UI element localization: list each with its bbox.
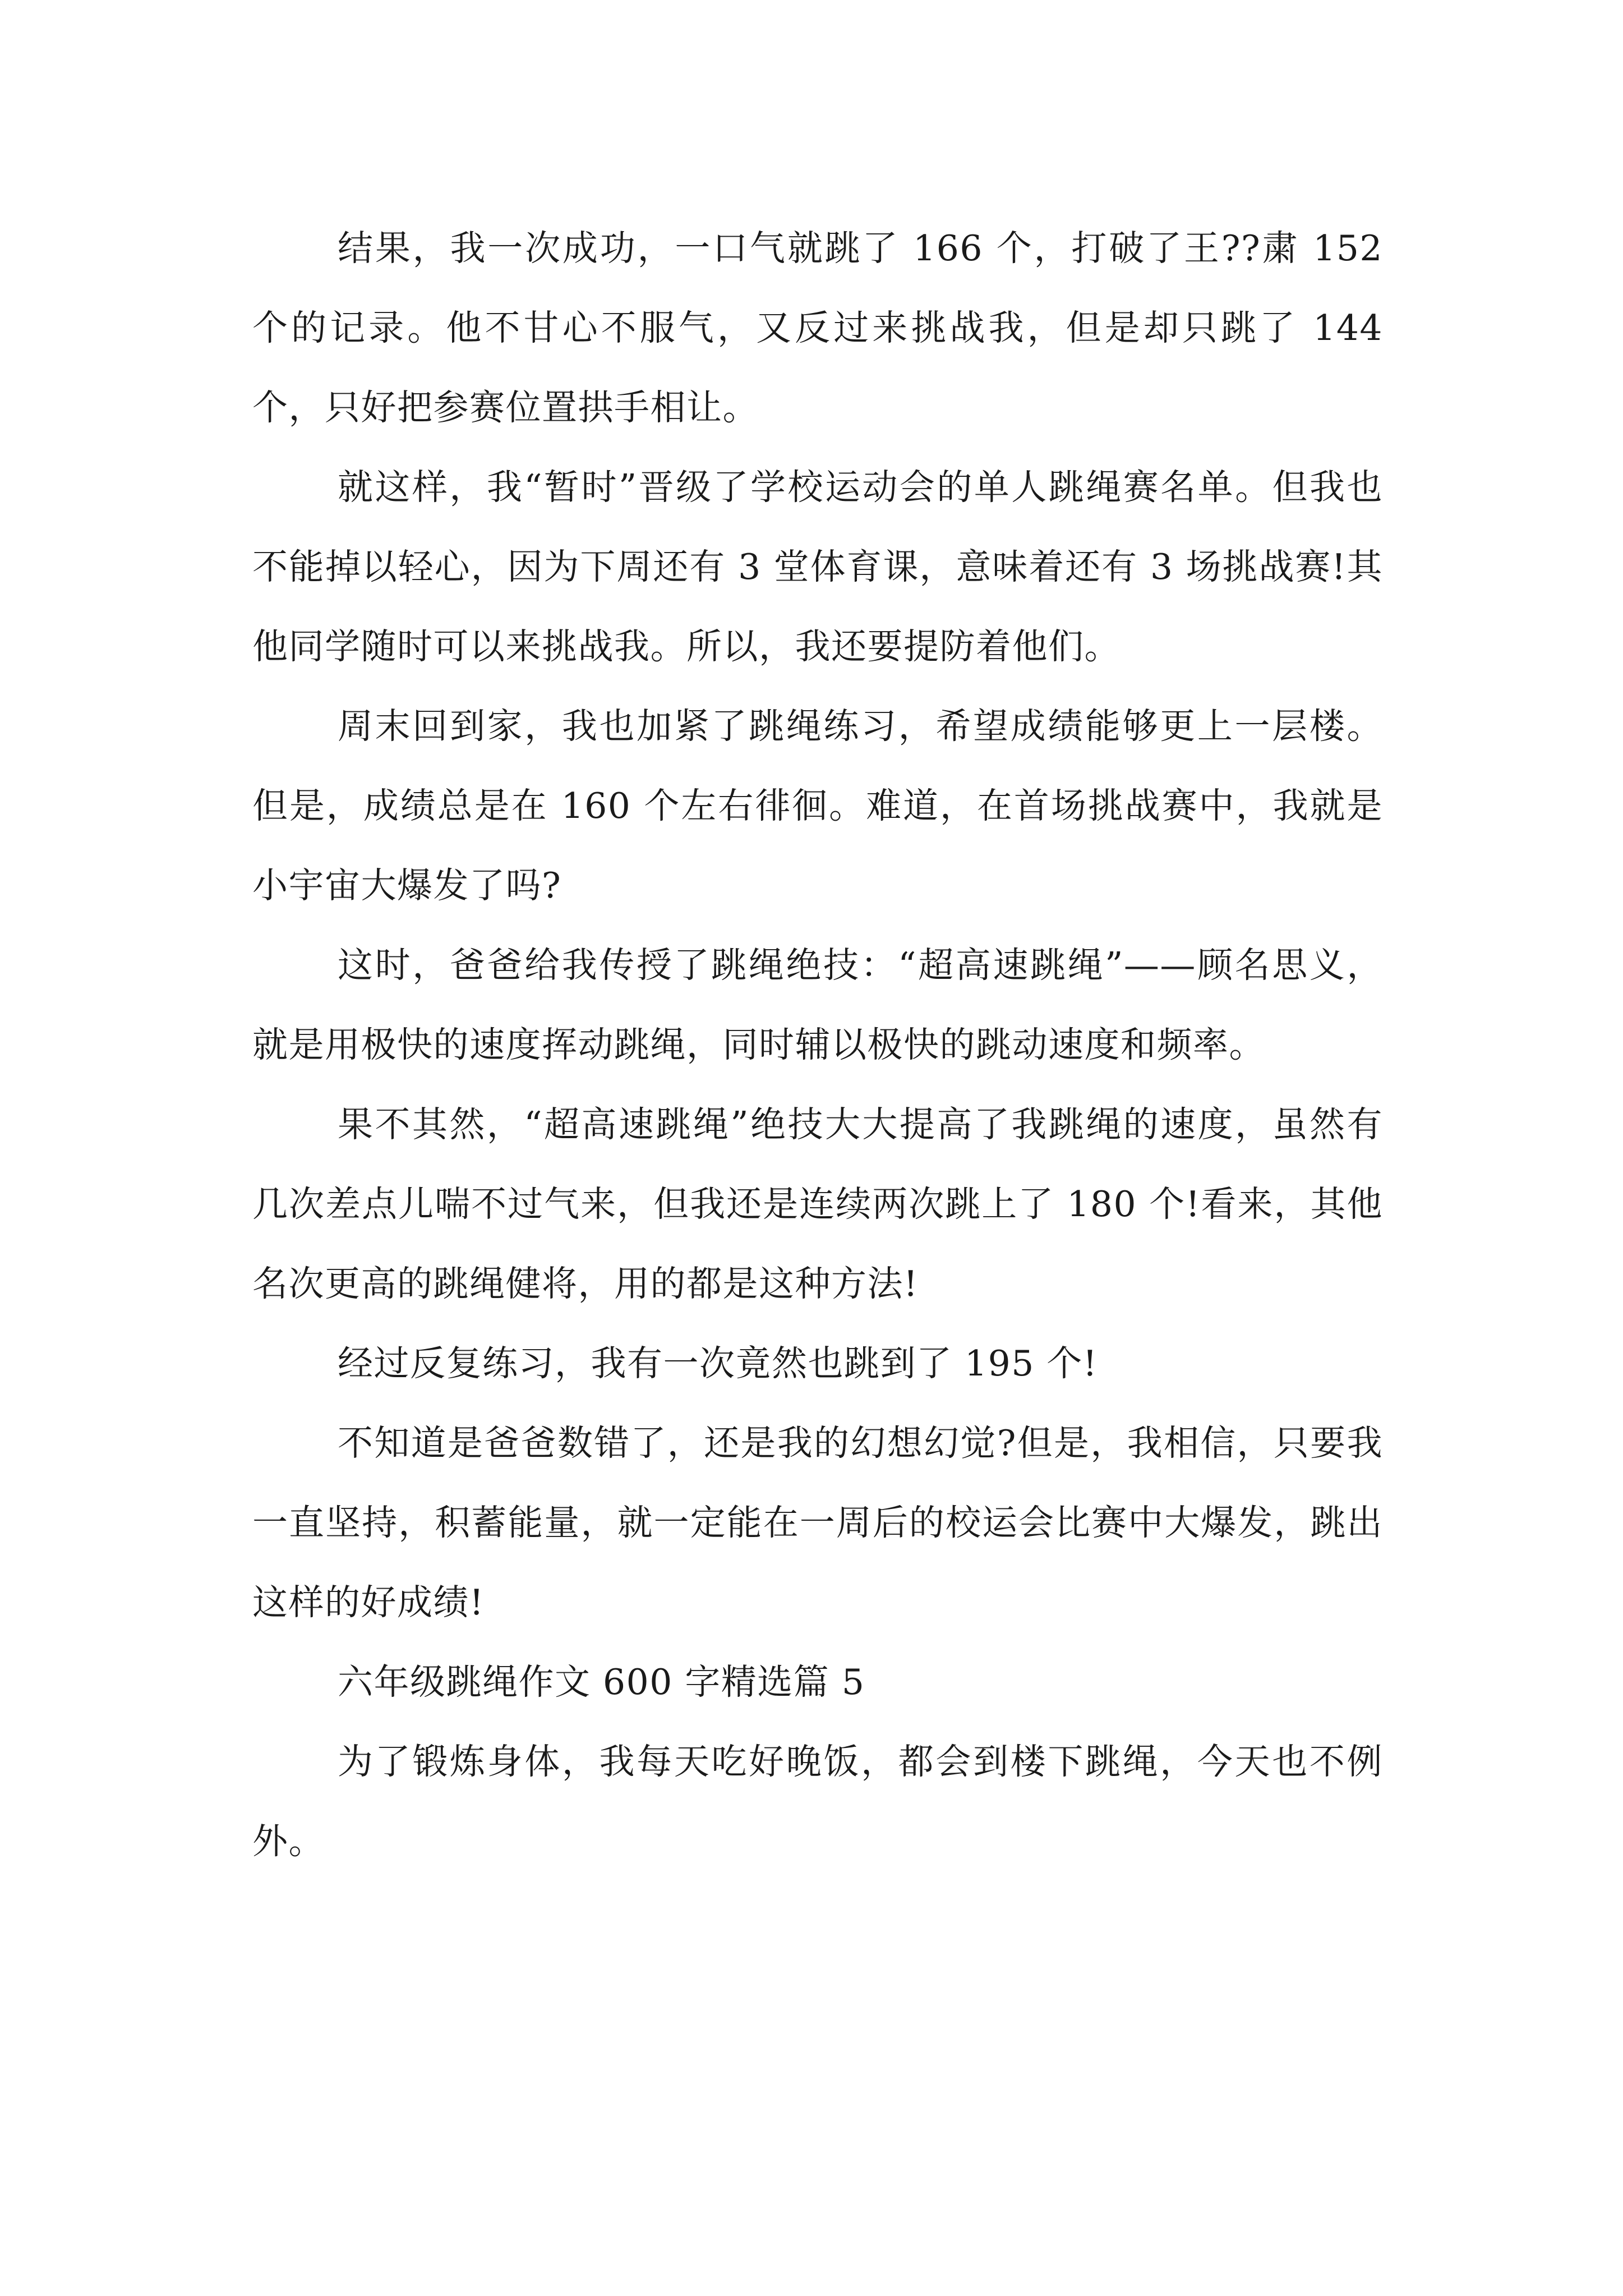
paragraph-technique-result: 果不其然，“超高速跳绳”绝技大大提高了我跳绳的速度，虽然有几次差点儿喘不过气来，但我还是连续两次跳上了 180 个!看来，其他名次更高的跳绳健将，用的都是这种方法! xyxy=(252,1104,1383,1304)
paragraph-dad-technique: 这时，爸爸给我传授了跳绳绝技：“超高速跳绳”——顾名思义，就是用极快的速度挥动跳绳，同时辅以极快的跳动速度和频率。 xyxy=(252,945,1383,1065)
paragraph-weekend-practice: 周末回到家，我也加紧了跳绳练习，希望成绩能够更上一层楼。但是，成绩总是在 160 个左右徘徊。难道，在首场挑战赛中，我就是小宇宙大爆发了吗? xyxy=(252,706,1383,906)
document-page xyxy=(252,209,1383,1881)
paragraph-daily-exercise: 为了锻炼身体，我每天吃好晚饭，都会到楼下跳绳，今天也不例外。 xyxy=(252,1741,1383,1862)
paragraph-belief: 不知道是爸爸数错了，还是我的幻想幻觉?但是，我相信，只要我一直坚持，积蓄能量，就一定能在一周后的校运会比赛中大爆发，跳出这样的好成绩! xyxy=(252,1423,1383,1623)
section-heading: 六年级跳绳作文 600 字精选篇 5 xyxy=(338,1662,865,1703)
paragraph-qualified: 就这样，我“暂时”晋级了学校运动会的单人跳绳赛名单。但我也不能掉以轻心，因为下周还有 3 堂体育课，意味着还有 3 场挑战赛!其他同学随时可以来挑战我。所以，我还要提防着他们。 xyxy=(252,467,1383,667)
paragraph-record-broken: 结果，我一次成功，一口气就跳了 166 个，打破了王??粛 152 个的记录。他不甘心不服气，又反过来挑战我，但是却只跳了 144 个，只好把参赛位置拱手相让。 xyxy=(252,228,1383,428)
paragraph-195-record: 经过反复练习，我有一次竟然也跳到了 195 个! xyxy=(338,1343,1098,1384)
